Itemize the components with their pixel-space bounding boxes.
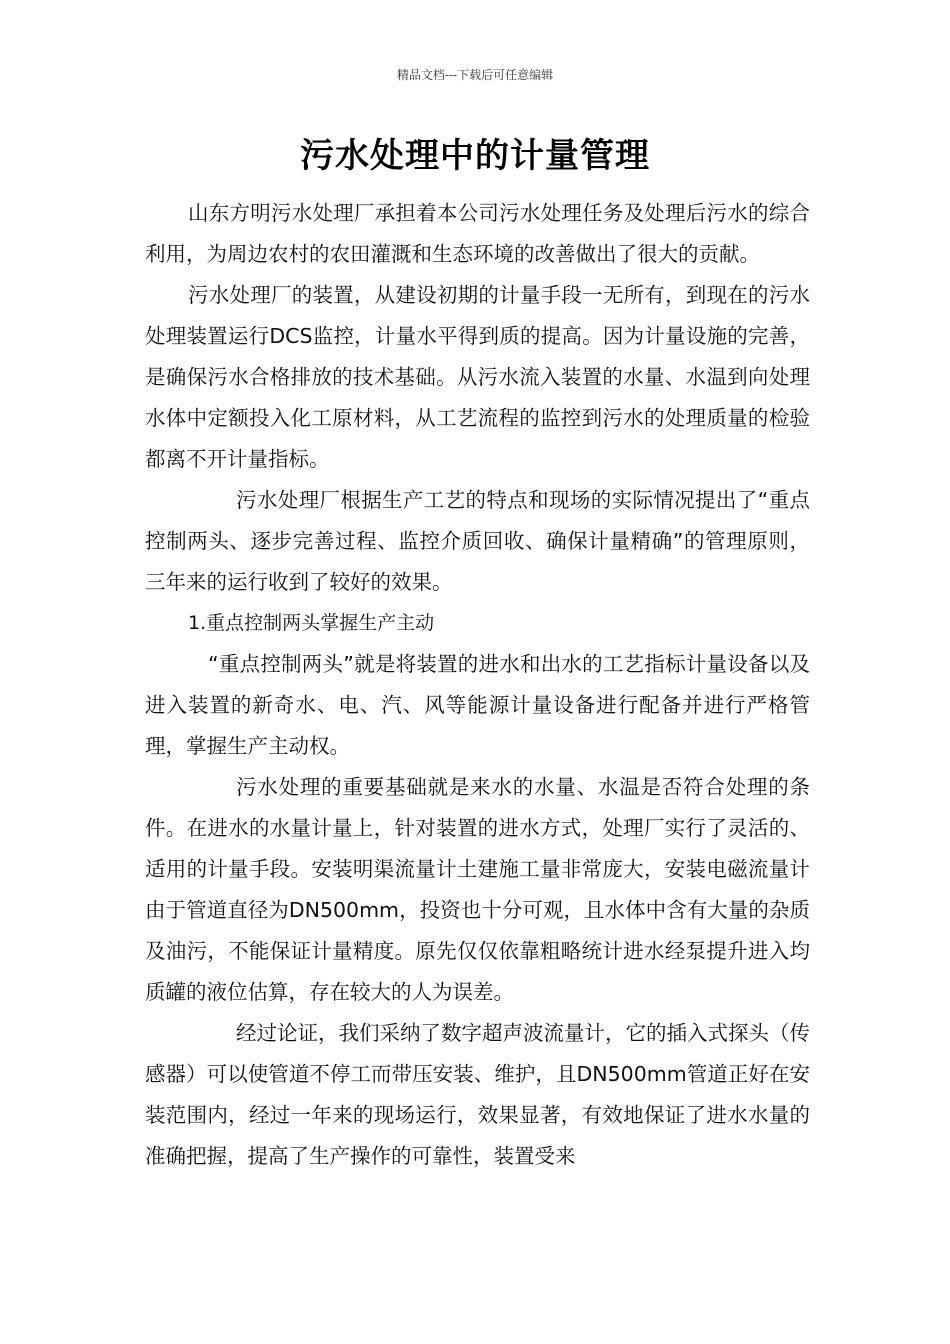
paragraph-intro: 山东方明污水处理厂承担着本公司污水处理任务及处理后污水的综合利用，为周边农村的农田灌溉和生态环境的改善做出了很大的贡献。 [145,201,810,266]
paragraph-ultrasonic-flowmeter: 经过论证，我们采纳了数字超声波流量计，它的插入式探头（传感器）可以使管道不停工而带压安装、维护，且DN500mm管道正好在安装范围内，经过一年来的现场运行，效果显著，有效地保证了进水水量的准确把握，提高了生产操作的可靠性，装置受来 [145,1021,810,1168]
paragraph-inflow-metering: 污水处理的重要基础就是来水的水量、水温是否符合处理的条件。在进水的水量计量上，针对装置的进水方式，处理厂实行了灵活的、适用的计量手段。安装明渠流量计土建施工量非常庞大，安装电磁流量计由于管道直径为DN500mm，投资也十分可观，且水体中含有大量的杂质及油污，不能保证计量精度。原先仅仅依靠粗略统计进水经泵提升进入均质罐的液位估算，存在较大的人为误差。 [145,775,810,1004]
paragraph-principles: 污水处理厂根据生产工艺的特点和现场的实际情况提出了“重点控制两头、逐步完善过程、监控介质回收、确保计量精确”的管理原则，三年来的运行收到了较好的效果。 [145,488,810,594]
document-title: 污水处理中的计量管理 [300,136,650,176]
section-heading-1: 1.重点控制两头掌握生产主动 [188,612,435,634]
page-header-note: 精品文档---下载后可任意编辑 [396,68,554,82]
paragraph-equipment: 污水处理厂的装置，从建设初期的计量手段一无所有，到现在的污水处理装置运行DCS监控，计量水平得到质的提高。因为计量设施的完善，是确保污水合格排放的技术基础。从污水流入装置的水量、水温到向处理水体中定额投入化工原材料，从工艺流程的监控到污水的处理质量的检验都离不开计量指标。 [145,283,810,471]
paragraph-control-both-ends: “重点控制两头”就是将装置的进水和出水的工艺指标计量设备以及进入装置的新奇水、电、汽、风等能源计量设备进行配备并进行严格管理，掌握生产主动权。 [145,652,810,758]
document-body [145,193,810,1177]
